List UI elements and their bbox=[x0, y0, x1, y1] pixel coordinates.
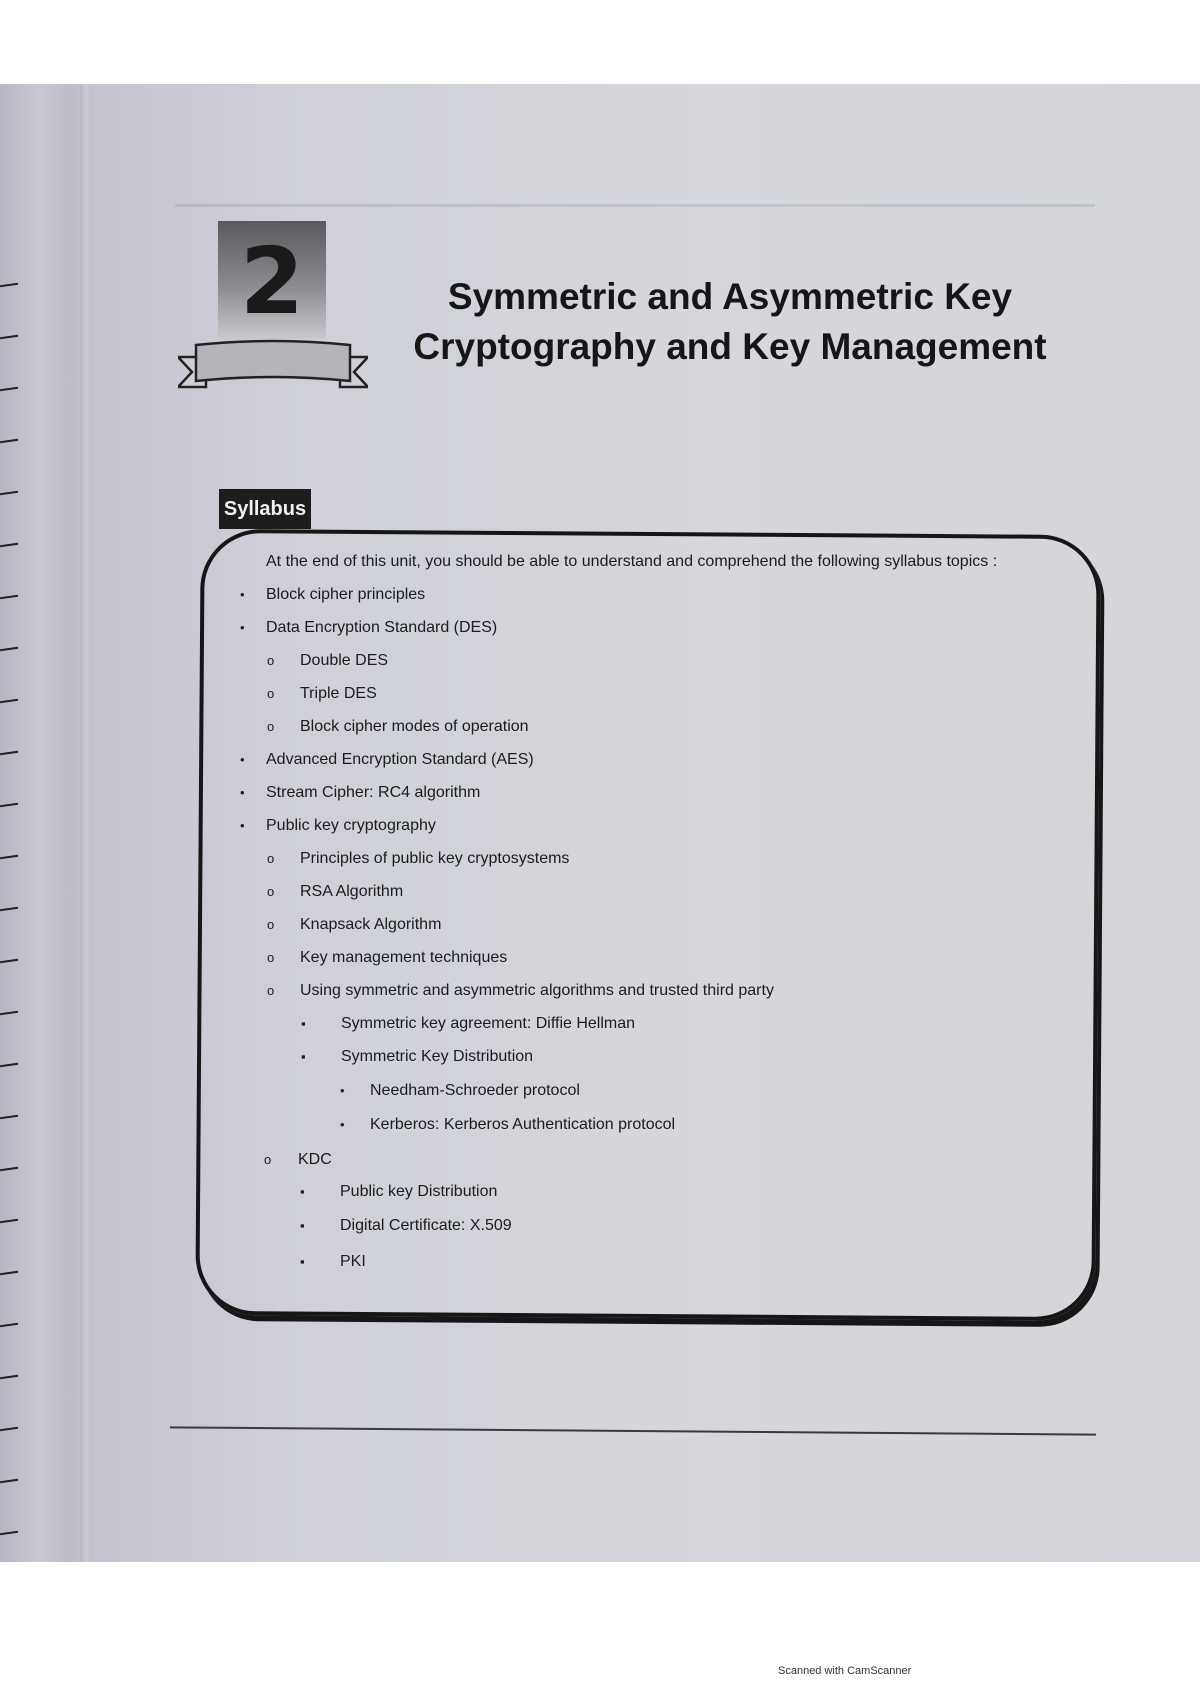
bullet-marker: ▪ bbox=[301, 1049, 306, 1064]
page-edge-mark bbox=[0, 1167, 18, 1171]
list-item: Symmetric key agreement: Diffie Hellman bbox=[341, 1015, 636, 1032]
bullet-marker: o bbox=[267, 884, 275, 899]
bullet-marker: • bbox=[240, 752, 245, 767]
list-item: Kerberos: Kerberos Authentication protocol bbox=[370, 1116, 676, 1133]
list-item: Knapsack Algorithm bbox=[300, 916, 442, 933]
list-item: Needham-Schroeder protocol bbox=[370, 1082, 580, 1099]
page-edge-mark bbox=[0, 1479, 18, 1483]
page-edge-mark bbox=[0, 1011, 18, 1015]
bullet-marker: o bbox=[267, 983, 275, 998]
page-edge-mark bbox=[0, 543, 18, 547]
page-edge-mark bbox=[0, 335, 18, 339]
page-edge-mark bbox=[0, 803, 18, 807]
page-edge-mark bbox=[0, 1531, 18, 1535]
list-item: KDC bbox=[298, 1151, 332, 1168]
bullet-marker: o bbox=[267, 851, 275, 866]
page-edge-mark bbox=[0, 907, 18, 911]
bullet-marker: o bbox=[267, 653, 275, 668]
page-edge-mark bbox=[0, 387, 18, 391]
bullet-marker: o bbox=[267, 917, 275, 932]
page-edge-mark bbox=[0, 1375, 18, 1379]
list-item: Public key Distribution bbox=[340, 1183, 498, 1200]
page-edge-mark bbox=[0, 595, 18, 599]
page-edge-mark bbox=[0, 283, 18, 287]
page-edge-mark bbox=[0, 1219, 18, 1223]
page-edge-mark bbox=[0, 1063, 18, 1067]
list-item: Symmetric Key Distribution bbox=[341, 1048, 534, 1065]
bullet-marker: • bbox=[240, 785, 245, 800]
list-item: Public key cryptography bbox=[266, 817, 436, 834]
page-edge-mark bbox=[0, 491, 18, 495]
bullet-marker: ▪ bbox=[301, 1016, 306, 1031]
bleed-through-rule bbox=[175, 204, 1095, 207]
page-edge-mark bbox=[0, 855, 18, 859]
list-item: Block cipher principles bbox=[266, 586, 426, 603]
bullet-marker: • bbox=[240, 818, 245, 833]
list-item: Block cipher modes of operation bbox=[300, 718, 529, 735]
bullet-marker: • bbox=[340, 1083, 345, 1098]
page-edge-mark bbox=[0, 439, 18, 443]
list-item: Triple DES bbox=[300, 685, 377, 702]
syllabus-tag: Syllabus bbox=[219, 489, 311, 529]
page-edge-mark bbox=[0, 1271, 18, 1275]
list-item: RSA Algorithm bbox=[300, 883, 404, 900]
bullet-marker: • bbox=[340, 1117, 345, 1132]
page-edge-mark bbox=[0, 647, 18, 651]
page-edge-mark bbox=[0, 1323, 18, 1327]
list-item: Digital Certificate: X.509 bbox=[340, 1217, 512, 1234]
syllabus-intro: At the end of this unit, you should be able to understand and comprehend the following syllabus topics : bbox=[266, 553, 998, 570]
bullet-marker: o bbox=[267, 950, 275, 965]
chapter-title-line-2: Cryptography and Key Management bbox=[413, 326, 1047, 367]
page-edge-mark bbox=[0, 1115, 18, 1119]
bullet-marker: ▪ bbox=[300, 1218, 305, 1233]
scanner-stamp: Scanned with CamScanner bbox=[778, 1665, 912, 1677]
page-edge-mark bbox=[0, 1427, 18, 1431]
bullet-marker: o bbox=[267, 686, 275, 701]
list-item: Key management techniques bbox=[300, 949, 508, 966]
list-item: Advanced Encryption Standard (AES) bbox=[266, 751, 534, 768]
bullet-marker: • bbox=[240, 620, 245, 635]
chapter-number: 2 bbox=[239, 228, 304, 335]
page-edge-mark bbox=[0, 959, 18, 963]
list-item: Principles of public key cryptosystems bbox=[300, 850, 570, 867]
bullet-marker: o bbox=[267, 719, 275, 734]
chapter-title bbox=[380, 272, 1080, 372]
book-gutter bbox=[80, 84, 92, 1562]
page-edge-mark bbox=[0, 699, 18, 703]
chapter-title-line-1: Symmetric and Asymmetric Key bbox=[447, 276, 1013, 317]
list-item: PKI bbox=[340, 1253, 366, 1270]
list-item: Using symmetric and asymmetric algorithms and trusted third party bbox=[300, 982, 774, 999]
list-item: Double DES bbox=[300, 652, 389, 669]
page-edge-mark bbox=[0, 751, 18, 755]
bullet-marker: ▪ bbox=[300, 1254, 305, 1269]
bullet-marker: o bbox=[264, 1152, 272, 1167]
list-item: Data Encryption Standard (DES) bbox=[266, 619, 498, 636]
ribbon-icon bbox=[178, 335, 368, 397]
list-item: Stream Cipher: RC4 algorithm bbox=[266, 784, 481, 801]
bullet-marker: ▪ bbox=[300, 1184, 305, 1199]
bullet-marker: • bbox=[240, 587, 245, 602]
